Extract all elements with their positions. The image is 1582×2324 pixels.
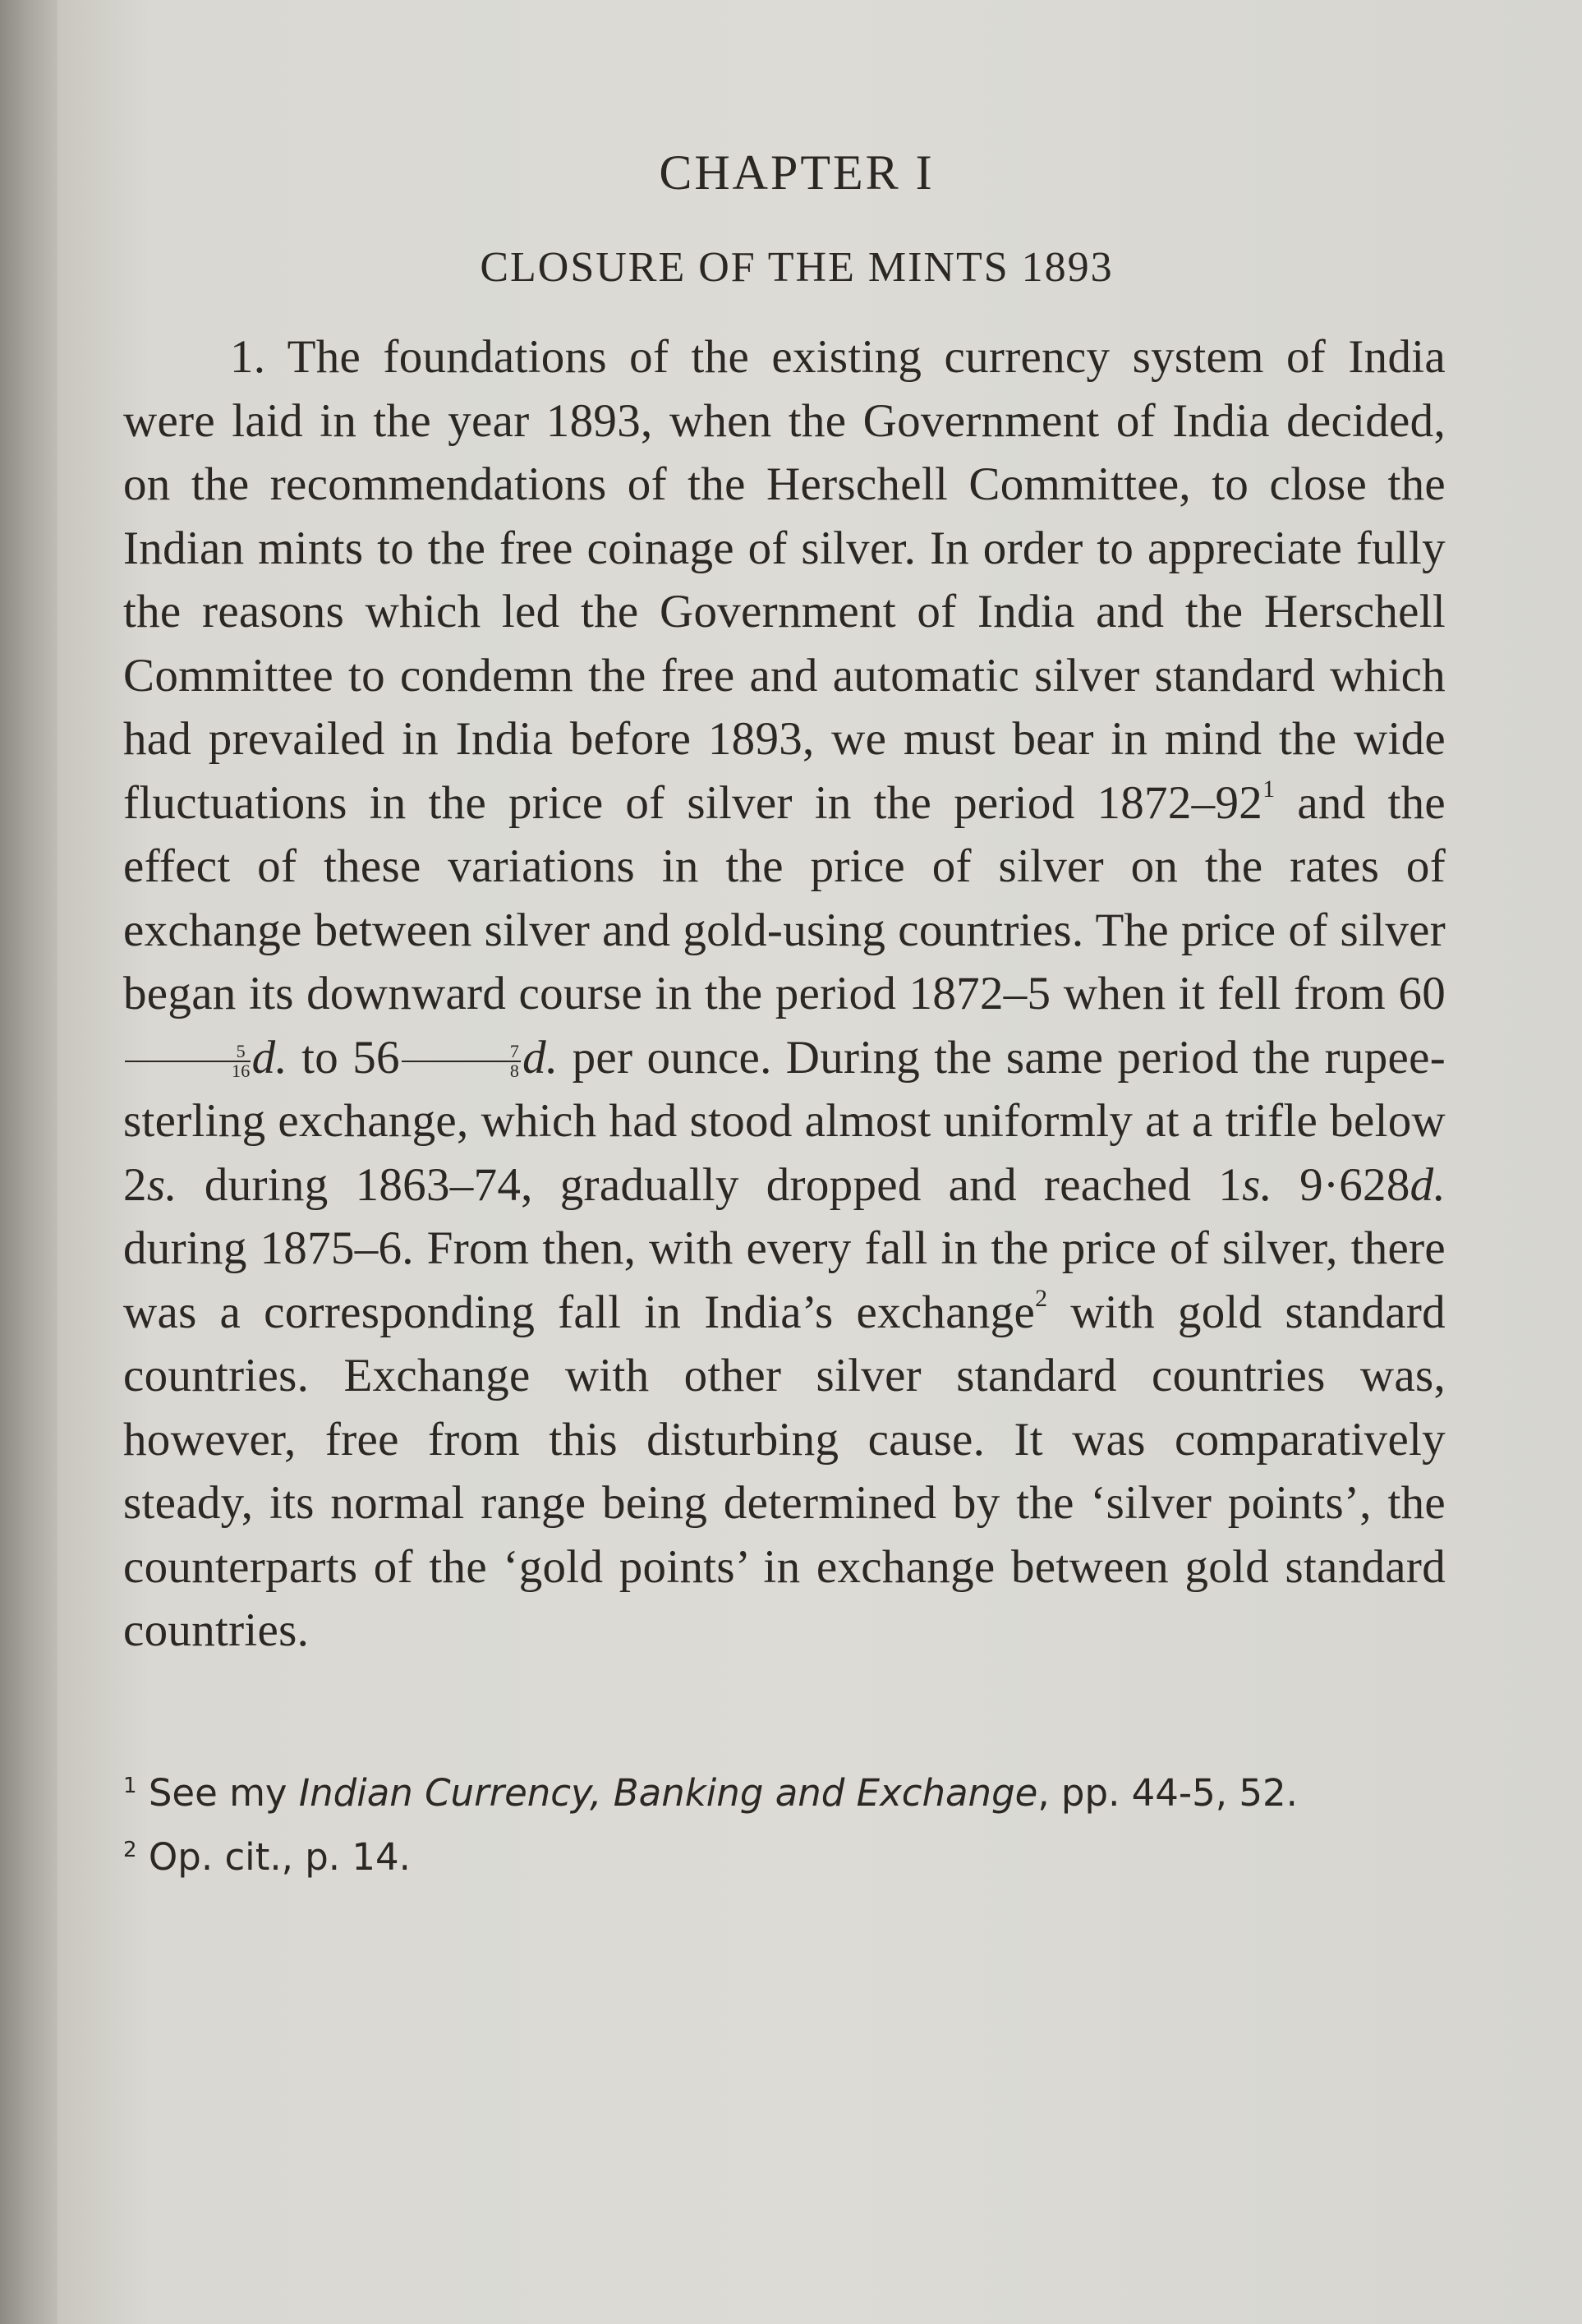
book-gutter xyxy=(0,0,64,2324)
footnote-number: 1 xyxy=(123,1773,137,1798)
section-title: CLOSURE OF THE MINTS 1893 xyxy=(480,244,1114,291)
footnote-1 xyxy=(123,1761,1446,1825)
fraction-numerator: 5 xyxy=(125,1042,251,1062)
fraction-numerator: 7 xyxy=(402,1042,521,1062)
footnote-text: See my xyxy=(136,1770,299,1815)
fraction-seven-eighths xyxy=(402,1042,521,1080)
footnotes xyxy=(123,1761,1446,1889)
footnote-number: 2 xyxy=(123,1837,137,1862)
footnote-marker-2: 2 xyxy=(1035,1284,1048,1312)
book-title: Indian Currency, Banking and Exchange xyxy=(298,1770,1038,1815)
paragraph-text: during 1863–74, gradually dropped and reached 1 xyxy=(177,1158,1243,1211)
shilling-abbrev: s. xyxy=(1242,1158,1273,1211)
paragraph-text: to 56 xyxy=(287,1031,400,1084)
pence-abbrev: d. xyxy=(251,1031,287,1084)
fraction-denominator: 16 xyxy=(232,1061,251,1082)
chapter-heading: CHAPTER I xyxy=(659,145,935,200)
footnote-text: Op. cit., p. 14. xyxy=(136,1834,411,1879)
paragraph-text: 9·628 xyxy=(1272,1158,1410,1211)
fraction-denominator: 8 xyxy=(509,1061,520,1082)
body-paragraph xyxy=(123,325,1446,1663)
paragraph-text: and the effect of these variations in the price of silver on the rates of exchange between silver and gold-using countries. The price of silver began its downward course in the period 1872–5 when it fell from 60 xyxy=(123,776,1446,1019)
page-content xyxy=(123,145,1446,1889)
fraction-five-sixteenths xyxy=(125,1042,251,1080)
footnote-marker-1: 1 xyxy=(1262,775,1276,803)
paragraph-text: with gold standard countries. Exchange with other silver standard countries was, however, free from this disturbing cause. It was comparatively steady, its normal range being determined by the ‘silver points’, the counterparts of the ‘gold points’ in exchange between gold standard countries. xyxy=(123,1286,1446,1656)
shilling-abbrev: s. xyxy=(146,1158,177,1211)
footnote-text: , pp. 44-5, 52. xyxy=(1037,1770,1298,1815)
paragraph-text: 1. The foundations of the existing currency system of India were laid in the year 1893, when the Government of India decided, on the recommendations of the Herschell Committee, to close the Indian mints to the free coinage of silver. In order to appreciate fully the reasons which led the Government of India and the Herschell Committee to condemn the free and automatic silver standard which had prevailed in India before 1893, we must bear in mind the wide fluctuations in the price of silver in the period 1872–92 xyxy=(123,331,1446,829)
paragraph-text: during 1875–6. From then, with every fall in the price of silver, there was a corresponding fall in India’s exchange xyxy=(123,1222,1446,1338)
pence-abbrev: d. xyxy=(522,1031,559,1084)
paragraph-text: per ounce. During the same period the rupee-sterling exchange, which had stood almost uniformly at a trifle below 2 xyxy=(123,1031,1446,1211)
footnote-2 xyxy=(123,1825,1446,1889)
pence-abbrev: d. xyxy=(1410,1158,1446,1211)
